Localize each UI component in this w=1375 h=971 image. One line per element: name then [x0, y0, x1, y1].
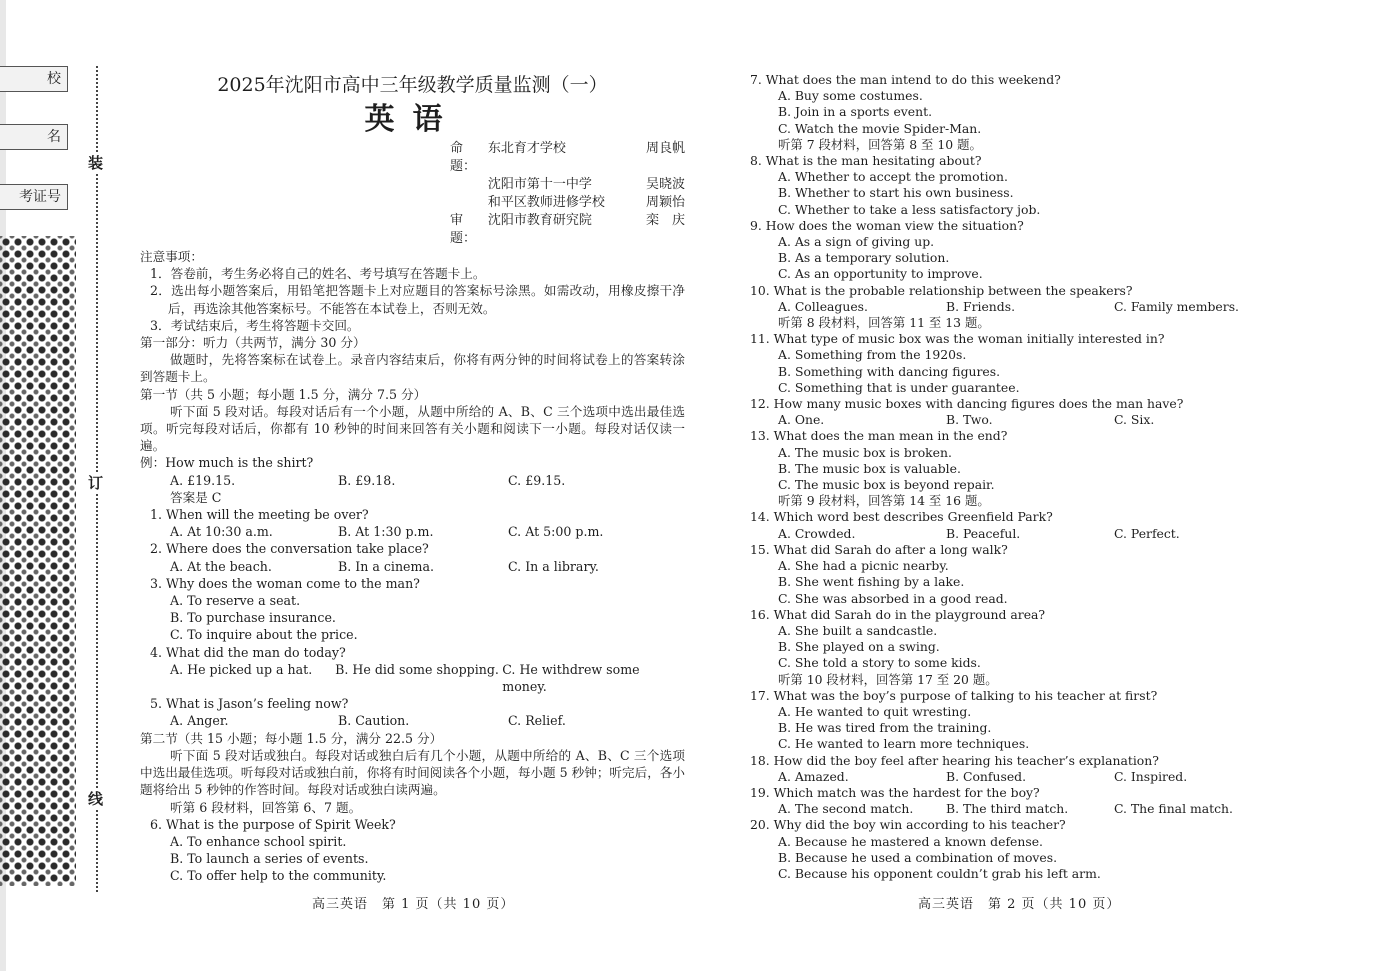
question-option: A. She had a picnic nearby.	[778, 558, 949, 574]
footer-page-1: 高三英语 第 1 页（共 10 页）	[312, 897, 515, 912]
note-item: 1．答卷前，考生务必将自己的姓名、考号填写在答题卡上。	[150, 266, 486, 282]
material-heading: 听第 9 段材料，回答第 14 至 16 题。	[778, 493, 990, 509]
material-heading: 听第 7 段材料，回答第 8 至 10 题。	[778, 136, 982, 152]
question-6: 6. What is the purpose of Spirit Week?	[150, 816, 396, 832]
author-name: 吴晓波	[645, 177, 685, 192]
question-option: C. The music box is beyond repair.	[778, 477, 995, 493]
author-name: 栾 庆	[645, 213, 685, 228]
question-5: 5. What is Jason’s feeling now?	[150, 696, 349, 712]
example-option-c: C. £9.15.	[508, 472, 566, 488]
author-school: 东北育才学校	[487, 141, 566, 156]
question-option: A. Whether to accept the promotion.	[778, 169, 1008, 185]
question-option: C. Whether to take a less satisfactory job.	[778, 201, 1041, 217]
question-option: B. Something with dancing figures.	[778, 363, 1001, 379]
star-pattern	[0, 236, 76, 886]
question-option: B. He did some shopping.	[335, 661, 499, 677]
page-2	[750, 72, 1250, 882]
example-options	[140, 472, 685, 489]
part1-intro: 做题时，先将答案标在试卷上。录音内容结束后，你将有两分钟的时间将试卷上的答案转涂到答题卡上。	[140, 352, 685, 385]
author-school: 和平区教师进修学校	[487, 195, 605, 210]
question-item: 11. What type of music box was the woman initially interested in?	[750, 331, 1165, 347]
material-heading: 听第 8 段材料，回答第 11 至 13 题。	[778, 315, 990, 331]
exam-subject: 英语	[364, 102, 461, 137]
question-option: B. She went fishing by a lake.	[778, 574, 965, 590]
school-box: 校	[0, 66, 68, 92]
part1-heading: 第一部分：听力（共两节，满分 30 分）	[140, 335, 366, 351]
example-answer: 答案是 C	[170, 489, 222, 505]
footer-page-2: 高三英语 第 2 页（共 10 页）	[918, 897, 1121, 912]
author-role: 审题：	[450, 213, 477, 246]
question-options	[140, 558, 685, 575]
question-option: A. At the beach.	[170, 558, 272, 574]
question-option: C. The final match.	[1114, 801, 1233, 817]
question-item: 15. What did Sarah do after a long walk?	[750, 541, 1008, 557]
question-6-option-b: B. To launch a series of events.	[170, 851, 369, 867]
question-option: C. Family members.	[1114, 298, 1239, 314]
question-options	[140, 523, 685, 540]
page-1	[140, 72, 685, 885]
question-option: B. The third match.	[946, 801, 1069, 817]
author-row	[450, 212, 685, 248]
example-option-b: B. £9.18.	[338, 472, 396, 488]
question-option: A. To reserve a seat.	[170, 593, 301, 609]
question-options	[750, 299, 1250, 315]
question-option: C. At 5:00 p.m.	[508, 524, 604, 540]
question-option: B. Confused.	[946, 768, 1027, 784]
question-option: A. Colleagues.	[778, 298, 868, 314]
question-option: B. Two.	[946, 412, 993, 428]
question-option: C. He wanted to learn more techniques.	[778, 736, 1030, 752]
section1-questions	[140, 506, 685, 730]
question-options	[140, 661, 685, 695]
question-1: 1. When will the meeting be over?	[150, 507, 369, 523]
question-option: A. She built a sandcastle.	[778, 622, 938, 638]
question-option: C. Relief.	[508, 713, 566, 729]
question-option: A. As a sign of giving up.	[778, 234, 935, 250]
author-role	[450, 194, 488, 212]
question-options	[750, 801, 1250, 817]
note-item: 2．选出每小题答案后，用铅笔把答题卡上对应题目的答案标号涂黑。如需改动，用橡皮擦干净后，再选涂其他答案标号。不能答在本试卷上，否则无效。	[150, 283, 685, 316]
notes-list	[140, 265, 685, 334]
question-option: A. The music box is broken.	[778, 444, 952, 460]
section1-intro: 听下面 5 段对话。每段对话后有一个小题，从题中所给的 A、B、C 三个选项中选出最佳选项。听完每段对话后，你都有 10 秒钟的时间来回答有关小题和阅读下一小题。每段对话仅读一遍。	[140, 403, 685, 454]
question-option: B. The music box is valuable.	[778, 460, 961, 476]
question-option: A. Buy some costumes.	[778, 88, 923, 104]
material-heading: 听第 10 段材料，回答第 17 至 20 题。	[778, 671, 998, 687]
question-option: A. At 10:30 a.m.	[170, 524, 273, 540]
question-item: 13. What does the man mean in the end?	[750, 428, 1008, 444]
question-item: 8. What is the man hesitating about?	[750, 153, 982, 169]
question-option: A. Anger.	[170, 713, 229, 729]
question-option: C. Because his opponent couldn’t grab his left arm.	[778, 865, 1101, 881]
question-item: 20. Why did the boy win according to his teacher?	[750, 817, 1066, 833]
question-4: 4. What did the man do today?	[150, 644, 346, 660]
name-box: 名	[0, 124, 68, 150]
question-option: C. In a library.	[508, 558, 599, 574]
binding-char-zhuang: 装	[88, 154, 104, 172]
author-row	[450, 140, 685, 176]
author-row	[450, 176, 685, 194]
binding-char-xian: 线	[88, 790, 104, 808]
question-option: B. Caution.	[338, 713, 410, 729]
question-option: C. Inspired.	[1114, 768, 1188, 784]
question-item: 9. How does the woman view the situation?	[750, 217, 1024, 233]
author-name: 周颖怡	[645, 195, 685, 210]
question-options	[140, 712, 685, 729]
question-3: 3. Why does the woman come to the man?	[150, 575, 420, 591]
question-6-option-c: C. To offer help to the community.	[170, 868, 387, 884]
author-name: 周良帆	[645, 141, 685, 156]
note-item: 3．考试结束后，考生将答题卡交回。	[150, 317, 360, 333]
question-option: A. Because he mastered a known defense.	[778, 833, 1043, 849]
question-option: C. She told a story to some kids.	[778, 655, 981, 671]
question-item: 14. Which word best describes Greenfield Park?	[750, 509, 1053, 525]
question-options	[750, 769, 1250, 785]
question-option: C. As an opportunity to improve.	[778, 266, 983, 282]
question-option: C. Six.	[1114, 412, 1155, 428]
question-option: C. To inquire about the price.	[170, 627, 358, 643]
section1-heading: 第一节（共 5 小题；每小题 1.5 分，满分 7.5 分）	[140, 386, 427, 402]
section2-heading: 第二节（共 15 小题；每小题 1.5 分，满分 22.5 分）	[140, 730, 443, 746]
author-school: 沈阳市教育研究院	[487, 213, 592, 228]
question-option: A. The second match.	[778, 801, 914, 817]
question-options	[750, 412, 1250, 428]
question-option: A. Amazed.	[778, 768, 849, 784]
notes-heading: 注意事项：	[140, 249, 203, 264]
question-option: A. One.	[778, 412, 825, 428]
question-option: B. Whether to start his own business.	[778, 185, 1014, 201]
section2-intro: 听下面 5 段对话或独白。每段对话或独白后有几个小题，从题中所给的 A、B、C 三个选项中选出最佳选项。听每段对话或独白前，你将有时间阅读各个小题，每小题 5 秒钟；听完后，各小题将给出 5 秒钟的作答时间。每段对话或独白读两遍。	[140, 747, 685, 798]
author-role: 命题：	[450, 141, 477, 174]
question-option: B. Because he used a combination of moves.	[778, 849, 1058, 865]
question-option: A. Something from the 1920s.	[778, 347, 967, 363]
question-option: C. Watch the movie Spider-Man.	[778, 120, 982, 136]
question-option: B. At 1:30 p.m.	[338, 524, 434, 540]
question-item: 7. What does the man intend to do this weekend?	[750, 72, 1061, 87]
exam-title: 2025年沈阳市高中三年级教学质量监测（一）	[217, 74, 608, 96]
question-item: 12. How many music boxes with dancing figures does the man have?	[750, 396, 1184, 412]
question-item: 10. What is the probable relationship between the speakers?	[750, 282, 1133, 298]
example-question: 例：How much is the shirt?	[140, 455, 314, 471]
question-option: C. She was absorbed in a good read.	[778, 590, 1008, 606]
question-option: C. Perfect.	[1114, 525, 1180, 541]
author-school: 沈阳市第十一中学	[487, 177, 592, 192]
authors-block	[450, 140, 685, 248]
exam-number-box: 考证号	[0, 184, 68, 210]
question-option: B. Peaceful.	[946, 525, 1021, 541]
question-option: B. She played on a swing.	[778, 639, 940, 655]
question-item: 17. What was the boy’s purpose of talking to his teacher at first?	[750, 687, 1158, 703]
question-6-option-a: A. To enhance school spirit.	[170, 833, 347, 849]
question-option: B. Friends.	[946, 298, 1016, 314]
question-option: A. He wanted to quit wresting.	[778, 703, 972, 719]
question-option: B. As a temporary solution.	[778, 250, 950, 266]
question-item: 19. Which match was the hardest for the boy?	[750, 784, 1040, 800]
question-option: A. He picked up a hat.	[170, 661, 313, 677]
question-option: B. To purchase insurance.	[170, 610, 336, 626]
author-role	[450, 176, 488, 194]
example-option-a: A. £19.15.	[170, 472, 236, 488]
author-row	[450, 194, 685, 212]
material-6: 听第 6 段材料，回答第 6、7 题。	[170, 799, 362, 815]
binding-char-ding: 订	[88, 474, 104, 492]
question-option: C. Something that is under guarantee.	[778, 379, 1020, 395]
question-2: 2. Where does the conversation take place?	[150, 541, 429, 557]
question-option: A. Crowded.	[778, 525, 856, 541]
question-options	[750, 526, 1250, 542]
question-option: B. In a cinema.	[338, 558, 434, 574]
question-option: C. He withdrew some money.	[502, 661, 640, 695]
question-item: 16. What did Sarah do in the playground area?	[750, 606, 1046, 622]
question-option: B. He was tired from the training.	[778, 720, 992, 736]
question-item: 18. How did the boy feel after hearing his teacher’s explanation?	[750, 752, 1159, 768]
question-option: B. Join in a sports event.	[778, 104, 933, 120]
